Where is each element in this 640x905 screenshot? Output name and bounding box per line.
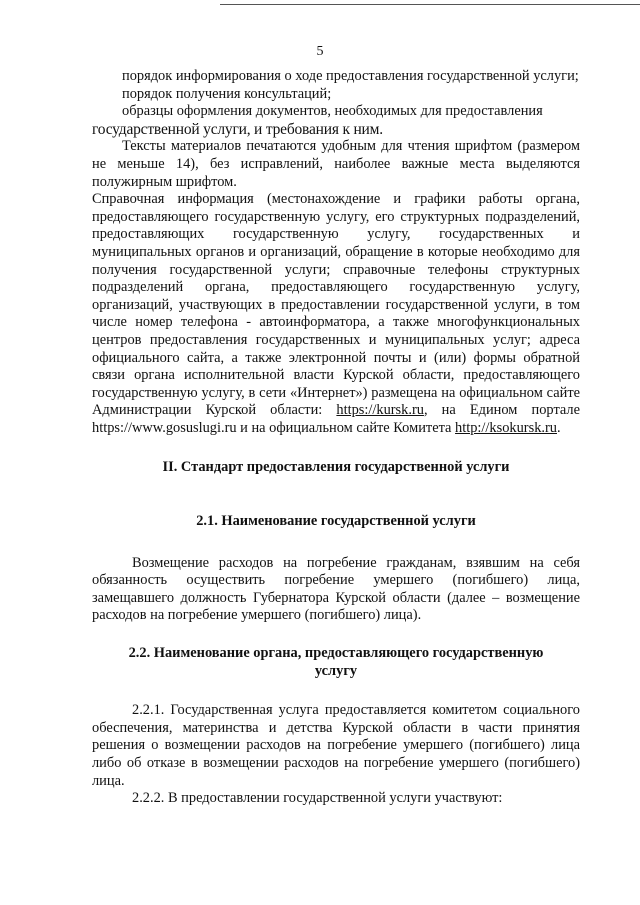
list-item-samples-line2: государственной услуги, и требования к ним.	[92, 120, 383, 138]
reference-info-text-2: , на Едином портале https://www.gosuslugi.ru и на официальном сайте Комитета	[92, 402, 580, 436]
kursk-link[interactable]: https://kursk.ru	[336, 402, 424, 419]
reference-info-text-1: Справочная информация (местонахождение и графики работы органа, предоставляющего государственную услугу, его структурных подразделений, предоставляющих государственную услугу, государственных и муниципальных органов и организаций, обращение в которые необходимо для получения государственной услуги; справочные телефоны структурных подразделений органа, предоставляющего государственную услугу, организаций, участвующих в предоставлении государственной услуги, в том числе номер телефона - автоинформатора, а также многофункциональных центров предоставления государственных и муниципальных услуг; адреса официального сайта, а также электронной почты и (или) формы обратной связи органа исполнительной власти Курской области, предоставляющего государственную услугу, в сети «Интернет») размещена на официальном сайте Администрации Курской области:	[92, 191, 580, 419]
section-2-1-text: Возмещение расходов на погребение гражданам, взявшим на себя обязанность осуществить погребение умершего (погибшего) лица, замещавшего должность Губернатора Курской области (далее – возмещение расходов на погребение умершего (погибшего) лица).	[92, 554, 580, 624]
paragraph-2-2-1: 2.2.1. Государственная услуга предоставляется комитетом социального обеспечения, материнства и детства Курской области в части принятия решения о возмещении расходов на погребение умершего (погибшего) лица либо об отказе в возмещении расходов на погребение умершего (погибшего) лица.	[92, 702, 580, 789]
list-item-consultations: порядок получения консультаций;	[122, 85, 332, 102]
page-number: 5	[316, 44, 324, 59]
list-item-informing: порядок информирования о ходе предоставления государственной услуги;	[122, 68, 579, 84]
document-body	[92, 68, 580, 808]
list-item-samples-line1: образцы оформления документов, необходимых для предоставления	[122, 103, 543, 120]
font-note: Тексты материалов печатаются удобным для чтения шрифтом (размером не меньше 14), без исправлений, наиболее важные места выделяются полужирным шрифтом.	[92, 138, 580, 190]
section-2-2-heading-line1: 2.2. Наименование органа, предоставляющего государственную	[128, 645, 544, 662]
section-2-heading: II. Стандарт предоставления государственной услуги	[162, 459, 510, 476]
ksokursk-link[interactable]: http://ksokursk.ru	[455, 419, 557, 436]
reference-info-paragraph	[92, 191, 580, 437]
paragraph-2-2-2: 2.2.2. В предоставлении государственной услуги участвуют:	[132, 790, 503, 807]
reference-info-text-3: .	[556, 419, 561, 436]
section-2-1-heading: 2.1. Наименование государственной услуги	[196, 513, 476, 530]
header-rule	[220, 4, 640, 5]
section-2-2-heading-line2: услугу	[314, 662, 358, 679]
